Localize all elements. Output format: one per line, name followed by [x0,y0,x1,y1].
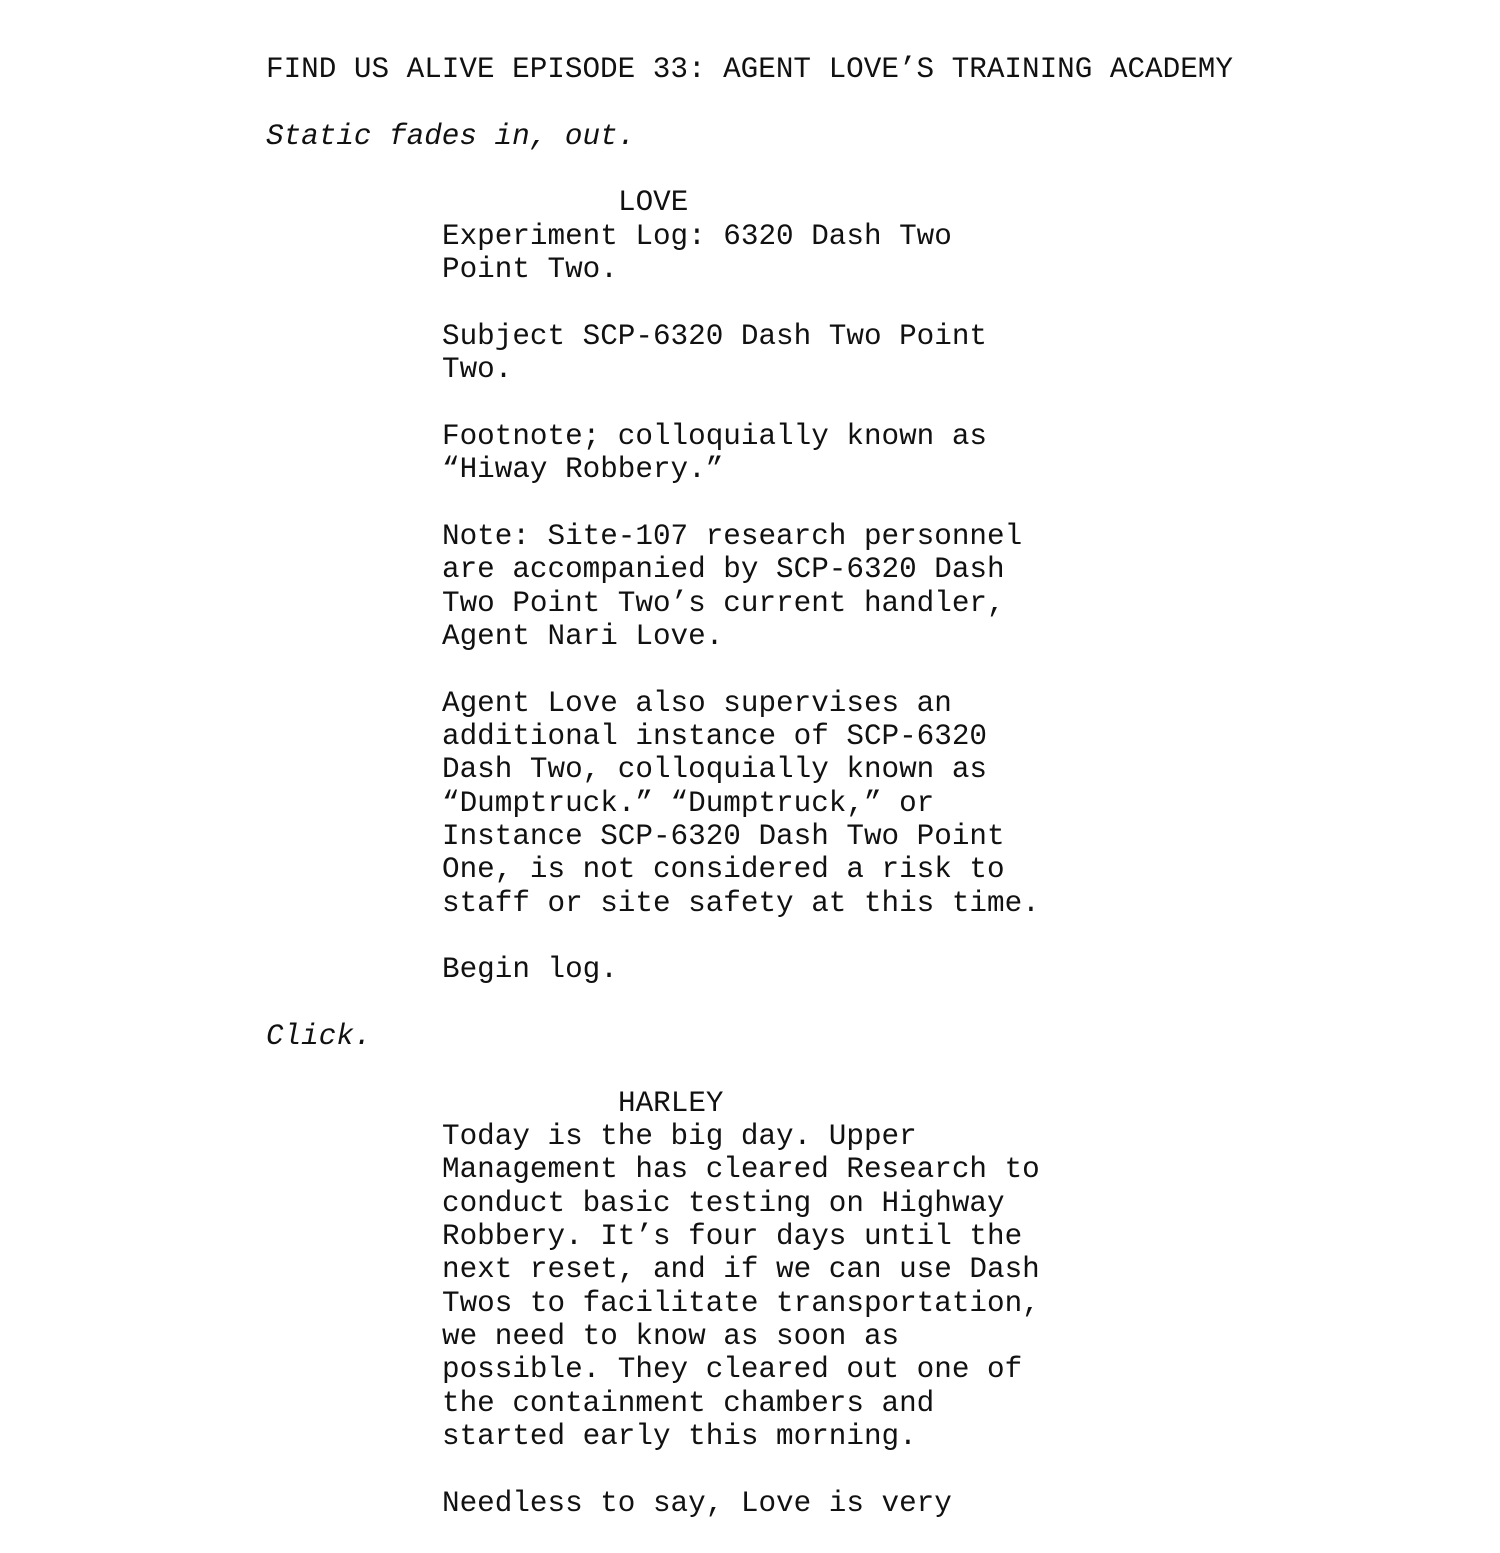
dialogue-paragraph [442,1487,1366,1520]
script-page [266,53,1366,1553]
stage-direction: Static fades in, out. [266,119,636,153]
dialogue-line: are accompanied by SCP-6320 Dash [442,553,1005,587]
dialogue-line: the containment chambers and [442,1386,935,1420]
dialogue-paragraph [442,420,1366,487]
dialogue-line: conduct basic testing on Highway [442,1186,1005,1220]
dialogue-paragraph [442,520,1366,653]
character-cue: HARLEY [618,1086,724,1120]
dialogue-paragraph [442,687,1366,920]
dialogue-paragraph [442,1120,1366,1453]
dialogue-line: Today is the big day. Upper [442,1120,917,1153]
dialogue-line: Instance SCP-6320 Dash Two Point [442,819,1005,853]
dialogue-line: Experiment Log: 6320 Dash Two [442,219,952,253]
dialogue-line: Two. [442,353,513,387]
episode-title: FIND US ALIVE EPISODE 33: AGENT LOVE’S TRAINING ACADEMY [266,53,1233,86]
dialogue-line: Robbery. It’s four days until the [442,1220,1023,1254]
dialogue-line: Subject SCP-6320 Dash Two Point [442,319,988,353]
dialogue-line: additional instance of SCP-6320 [442,719,988,753]
dialogue-paragraph [442,953,1366,986]
dialogue-line: Footnote; colloquially known as [442,419,988,453]
dialogue-line: possible. They cleared out one of [442,1353,1023,1387]
dialogue-line: “Hiway Robbery.” [442,453,724,487]
dialogue-line: started early this morning. [442,1420,917,1454]
dialogue-line: Note: Site-107 research personnel [442,519,1023,553]
dialogue-line: Agent Love also supervises an [442,686,952,720]
character-cue: LOVE [618,186,689,220]
dialogue-line: Management has cleared Research to [442,1153,1040,1187]
dialogue-line: Twos to facilitate transportation, [442,1286,1040,1320]
dialogue-line: we need to know as soon as [442,1320,900,1354]
dialogue-paragraph [442,320,1366,387]
dialogue-line: Agent Nari Love. [442,619,724,653]
dialogue-line: Point Two. [442,253,618,287]
dialogue-paragraph [442,220,1366,287]
dialogue-line: Two Point Two’s current handler, [442,586,1005,620]
stage-direction: Click. [266,1019,372,1053]
dialogue-harley [266,1120,1366,1520]
dialogue-line: One, is not considered a risk to [442,853,1005,887]
dialogue-line: “Dumptruck.” “Dumptruck,” or [442,786,935,820]
dialogue-line: staff or site safety at this time. [442,886,1040,920]
dialogue-line: Needless to say, Love is very [442,1486,952,1520]
dialogue-line: Begin log. [442,953,618,987]
dialogue-line: next reset, and if we can use Dash [442,1253,1040,1287]
dialogue-line: Dash Two, colloquially known as [442,753,988,787]
dialogue-love [266,220,1366,987]
